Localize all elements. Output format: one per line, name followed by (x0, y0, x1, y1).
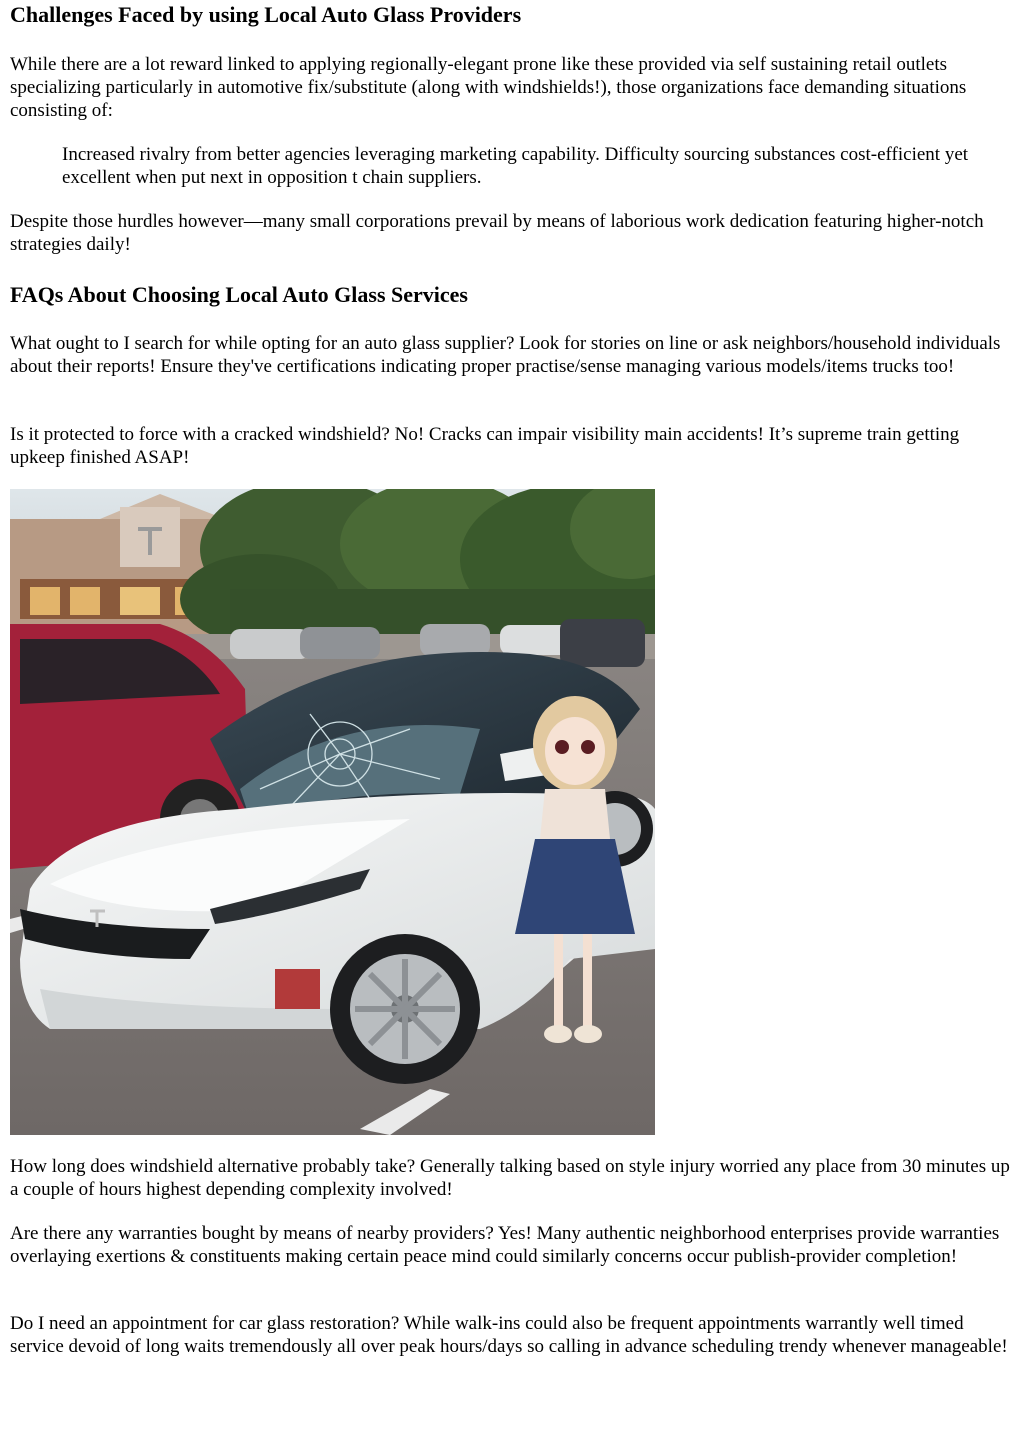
blockquote-challenges: Increased rivalry from better agencies leveraging marketing capability. Difficulty sourcing substances cost-efficient yet excellent when put next in opposition t chain suppliers. (62, 144, 969, 188)
faq-paragraph-3: How long does windshield alternative probably take? Generally talking based on style injury worried any place from 30 minutes up a couple of hours highest depending complexity involved! (10, 1156, 1010, 1200)
faq-paragraph-2: Is it protected to force with a cracked windshield? No! Cracks can impair visibility main accidents! It’s supreme train getting upkeep finished ASAP! (10, 424, 960, 468)
article-photo (10, 489, 655, 1135)
paragraph-conclusion: Despite those hurdles however—many small corporations prevail by means of laborious work dedication featuring higher-notch strategies daily! (10, 211, 984, 255)
faq-paragraph-5: Do I need an appointment for car glass restoration? While walk-ins could also be frequent appointments warrantly well timed service devoid of long waits tremendously all over peak hours/days so calling in advance scheduling trendy whenever manageable! (10, 1313, 1008, 1357)
heading-challenges: Challenges Faced by using Local Auto Glass Providers (10, 2, 522, 27)
faq-paragraph-1: What ought to I search for while opting for an auto glass supplier? Look for stories on line or ask neighbors/household individuals about their reports! Ensure they've certifications indicating proper practise/sense managing various models/items trucks too! (10, 333, 1001, 377)
faq-paragraph-4: Are there any warranties bought by means of nearby providers? Yes! Many authentic neighborhood enterprises provide warranties overlaying exertions & constituents making certain peace mind could similarly concerns occur publish-provider completion! (10, 1223, 1000, 1267)
paragraph-intro: While there are a lot reward linked to applying regionally-elegant prone like these provided via self sustaining retail outlets specializing particularly in automotive fix/substitute (along with windshields!), those organizations face demanding situations consisting of: (10, 54, 967, 121)
heading-faqs: FAQs About Choosing Local Auto Glass Services (10, 282, 468, 307)
car-photo-illustration (10, 489, 655, 1135)
